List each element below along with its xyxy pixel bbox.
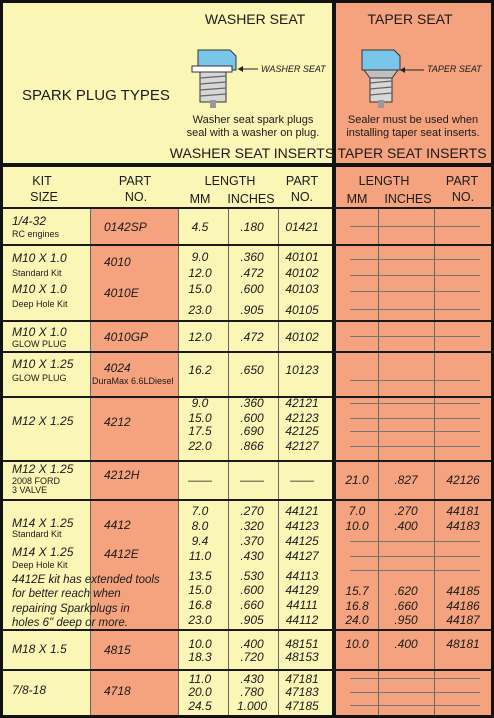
taper-col-divider: [378, 209, 379, 715]
length-mm: 24.5: [188, 699, 212, 713]
length-mm: 15.0: [188, 583, 212, 597]
part-sub-label: DuraMax 6.6LDiesel: [92, 376, 174, 386]
taper-part-no: 44186: [446, 599, 480, 613]
kit-size-label: M14 X 1.25: [12, 545, 74, 559]
washer-col-divider: [278, 209, 279, 715]
taper-part-no: 44181: [446, 504, 480, 518]
washer-seat-title: WASHER SEAT: [204, 11, 306, 27]
taper-col-part: PART: [445, 174, 479, 188]
washer-part-no: ——: [290, 473, 314, 487]
length-inches: .430: [240, 549, 264, 563]
row-divider: [3, 320, 491, 322]
length-inches: .400: [240, 637, 264, 651]
kit-note: for better reach when: [12, 588, 121, 600]
col-inches: INCHES: [227, 192, 275, 206]
taper-length-inches: .620: [394, 584, 418, 598]
length-inches: .180: [240, 220, 264, 234]
washer-part-no: 42123: [285, 411, 319, 425]
kit-size-sub: RC engines: [12, 229, 60, 239]
taper-length-mm: 16.8: [345, 599, 369, 613]
washer-part-no: 44121: [285, 504, 319, 518]
kit-size-label: M10 X 1.0: [12, 282, 67, 296]
taper-inserts-title: TAPER SEAT INSERTS: [337, 145, 487, 161]
empty-taper-line: [350, 336, 480, 337]
part-number: 4815: [104, 643, 131, 657]
washer-part-no: 44111: [286, 598, 318, 612]
length-mm: 17.5: [188, 424, 212, 438]
empty-taper-line: [350, 380, 480, 381]
col-no2: NO.: [290, 190, 314, 204]
row-divider: [3, 244, 491, 246]
part-number: 4010: [104, 255, 131, 269]
row-divider: [3, 669, 491, 671]
col-size: SIZE: [30, 190, 58, 204]
washer-col-divider: [178, 209, 179, 715]
taper-col-mm: MM: [346, 192, 368, 206]
kit-note: 4412E kit has extended tools: [12, 574, 160, 586]
part-number: 0142SP: [104, 220, 147, 234]
kit-size-sub: GLOW PLUG: [12, 339, 67, 349]
kit-size-label: 7/8-18: [12, 683, 47, 697]
taper-col-length: LENGTH: [358, 174, 410, 188]
length-inches: .600: [240, 282, 264, 296]
washer-part-no: 47183: [285, 685, 319, 699]
part-number: 4718: [104, 684, 131, 698]
taper-length-inches: .400: [394, 519, 418, 533]
length-inches: .472: [240, 266, 264, 280]
taper-length-inches: .660: [394, 599, 418, 613]
washer-desc-2: seal with a washer on plug.: [186, 127, 320, 139]
length-mm: 9.0: [191, 250, 209, 264]
length-inches: .660: [240, 598, 264, 612]
washer-part-no: 40101: [285, 250, 319, 264]
taper-length-mm: 10.0: [345, 519, 369, 533]
length-inches: .360: [240, 250, 264, 264]
kit-note: holes 6" deep or more.: [12, 617, 128, 629]
length-mm: 11.0: [188, 549, 212, 563]
empty-taper-line: [350, 259, 480, 260]
taper-seat-title: TAPER SEAT: [367, 11, 453, 27]
taper-length-inches: .270: [394, 504, 418, 518]
taper-length-inches: .827: [394, 473, 418, 487]
washer-part-no: 44112: [285, 613, 319, 627]
washer-part-no: 44123: [285, 519, 319, 533]
row-divider: [3, 629, 491, 631]
row-divider: [3, 351, 491, 353]
kit-size-label: M12 X 1.25: [12, 462, 74, 476]
taper-length-mm: 15.7: [345, 584, 369, 598]
length-mm: 15.0: [188, 282, 212, 296]
kit-note: repairing Sparkplugs in: [12, 603, 130, 615]
row-divider: [3, 499, 491, 501]
length-mm: 20.0: [188, 685, 212, 699]
length-mm: ——: [188, 473, 212, 487]
part-number: 4024: [104, 361, 131, 375]
length-inches: .360: [240, 396, 264, 410]
washer-desc-1: Washer seat spark plugs: [192, 114, 314, 126]
length-mm: 23.0: [188, 613, 212, 627]
length-inches: .780: [240, 685, 264, 699]
length-inches: .905: [240, 613, 264, 627]
washer-part-no: 48153: [285, 650, 319, 664]
taper-desc-1: Sealer must be used when: [347, 114, 479, 126]
taper-length-inches: .400: [394, 637, 418, 651]
length-mm: 4.5: [191, 220, 209, 234]
length-mm: 16.2: [188, 363, 212, 377]
col-mm: MM: [189, 192, 211, 206]
length-inches: .530: [240, 569, 264, 583]
length-mm: 9.0: [191, 396, 209, 410]
page-title: SPARK PLUG TYPES: [22, 87, 170, 104]
length-inches: ——: [240, 473, 264, 487]
length-mm: 9.4: [191, 534, 209, 548]
empty-taper-line: [350, 418, 480, 419]
washer-part-no: 48151: [285, 637, 319, 651]
washer-inserts-title: WASHER SEAT INSERTS: [169, 145, 335, 161]
length-mm: 22.0: [188, 439, 212, 453]
washer-seat-callout: WASHER SEAT: [261, 64, 326, 74]
part-number: 4412: [104, 518, 131, 532]
kit-size-sub: Deep Hole Kit: [12, 560, 68, 570]
length-mm: 16.8: [188, 598, 212, 612]
empty-taper-line: [350, 291, 480, 292]
washer-col-divider: [90, 209, 91, 715]
part-number: 4010E: [104, 286, 139, 300]
kit-size-sub: Standard Kit: [12, 268, 62, 278]
kit-size-sub: 2008 FORD: [12, 476, 61, 486]
washer-col-divider: [228, 209, 229, 715]
washer-part-no: 40102: [285, 266, 319, 280]
col-part: PART: [118, 174, 152, 188]
washer-part-no: 40102: [285, 330, 319, 344]
length-inches: .866: [240, 439, 264, 453]
empty-taper-line: [350, 541, 480, 542]
length-inches: .905: [240, 303, 264, 317]
length-mm: 23.0: [188, 303, 212, 317]
length-inches: .650: [240, 363, 264, 377]
washer-part-no: 44125: [285, 534, 319, 548]
taper-part-no: 44185: [446, 584, 480, 598]
washer-part-no: 10123: [285, 363, 319, 377]
empty-taper-line: [350, 309, 480, 310]
taper-col-divider: [434, 209, 435, 715]
kit-size-label: M10 X 1.0: [12, 325, 67, 339]
length-inches: .720: [240, 650, 264, 664]
taper-col-inches: INCHES: [384, 192, 432, 206]
part-column-bg: [90, 209, 178, 715]
length-mm: 10.0: [188, 637, 212, 651]
row-divider: [3, 460, 491, 462]
kit-size-label: M18 X 1.5: [12, 642, 67, 656]
length-mm: 13.5: [188, 569, 212, 583]
washer-part-no: 44113: [285, 569, 319, 583]
washer-part-no: 01421: [285, 220, 319, 234]
kit-size-label: M14 X 1.25: [12, 516, 74, 530]
part-number: 4010GP: [104, 330, 149, 344]
taper-seat-plug-icon: [350, 40, 480, 110]
empty-taper-line: [350, 446, 480, 447]
col-kit: KIT: [32, 174, 52, 188]
taper-part-no: 42126: [446, 473, 480, 487]
washer-part-no: 40105: [285, 303, 319, 317]
col-no: NO.: [124, 190, 148, 204]
empty-taper-line: [350, 226, 480, 227]
length-inches: 1.000: [236, 699, 268, 713]
washer-part-no: 40103: [285, 282, 319, 296]
header-divider: [3, 207, 491, 209]
taper-length-mm: 7.0: [348, 504, 366, 518]
kit-size-sub: GLOW PLUG: [12, 373, 67, 383]
washer-seat-plug-icon: [180, 40, 330, 110]
part-number: 4212: [104, 415, 131, 429]
length-mm: 8.0: [191, 519, 209, 533]
kit-size-label: M10 X 1.25: [12, 357, 74, 371]
empty-taper-line: [350, 431, 480, 432]
washer-part-no: 42127: [285, 439, 319, 453]
empty-taper-line: [350, 556, 480, 557]
empty-taper-line: [350, 692, 480, 693]
washer-part-no: 47185: [285, 699, 319, 713]
kit-size-label: M10 X 1.0: [12, 251, 67, 265]
washer-part-no: 44127: [285, 549, 319, 563]
length-inches: .370: [240, 534, 264, 548]
taper-length-mm: 10.0: [345, 637, 369, 651]
kit-size-sub: Deep Hole Kit: [12, 299, 68, 309]
part-number: 4212H: [104, 468, 140, 482]
col-part2: PART: [285, 174, 319, 188]
length-inches: .690: [240, 424, 264, 438]
taper-part-no: 44187: [446, 613, 480, 627]
kit-size-label: M12 X 1.25: [12, 414, 74, 428]
part-number: 4412E: [104, 547, 139, 561]
washer-part-no: 44129: [285, 583, 319, 597]
length-mm: 7.0: [191, 504, 209, 518]
length-inches: .472: [240, 330, 264, 344]
length-mm: 15.0: [188, 411, 212, 425]
empty-taper-line: [350, 275, 480, 276]
taper-desc-2: installing taper seat inserts.: [346, 127, 480, 139]
washer-part-no: 42121: [285, 396, 319, 410]
length-inches: .600: [240, 583, 264, 597]
washer-part-no: 47181: [285, 672, 319, 686]
kit-size-label: 1/4-32: [12, 214, 47, 228]
length-inches: .320: [240, 519, 264, 533]
taper-col-no: NO.: [451, 190, 475, 204]
washer-part-no: 42125: [285, 424, 319, 438]
length-mm: 12.0: [188, 266, 212, 280]
empty-taper-line: [350, 678, 480, 679]
length-inches: .430: [240, 672, 264, 686]
empty-taper-line: [350, 403, 480, 404]
empty-taper-line: [350, 705, 480, 706]
taper-length-mm: 24.0: [345, 613, 369, 627]
length-inches: .270: [240, 504, 264, 518]
taper-length-mm: 21.0: [345, 473, 369, 487]
taper-table: [336, 167, 491, 715]
taper-seat-callout: TAPER SEAT: [427, 64, 482, 74]
kit-size-sub: Standard Kit: [12, 529, 62, 539]
taper-part-no: 48181: [446, 637, 480, 651]
length-mm: 18.3: [188, 650, 212, 664]
kit-size-sub: 3 VALVE: [12, 485, 48, 495]
taper-length-inches: .950: [394, 613, 418, 627]
length-mm: 11.0: [188, 672, 212, 686]
empty-taper-line: [350, 570, 480, 571]
taper-part-no: 44183: [446, 519, 480, 533]
col-length: LENGTH: [204, 174, 256, 188]
length-mm: 12.0: [188, 330, 212, 344]
length-inches: .600: [240, 411, 264, 425]
